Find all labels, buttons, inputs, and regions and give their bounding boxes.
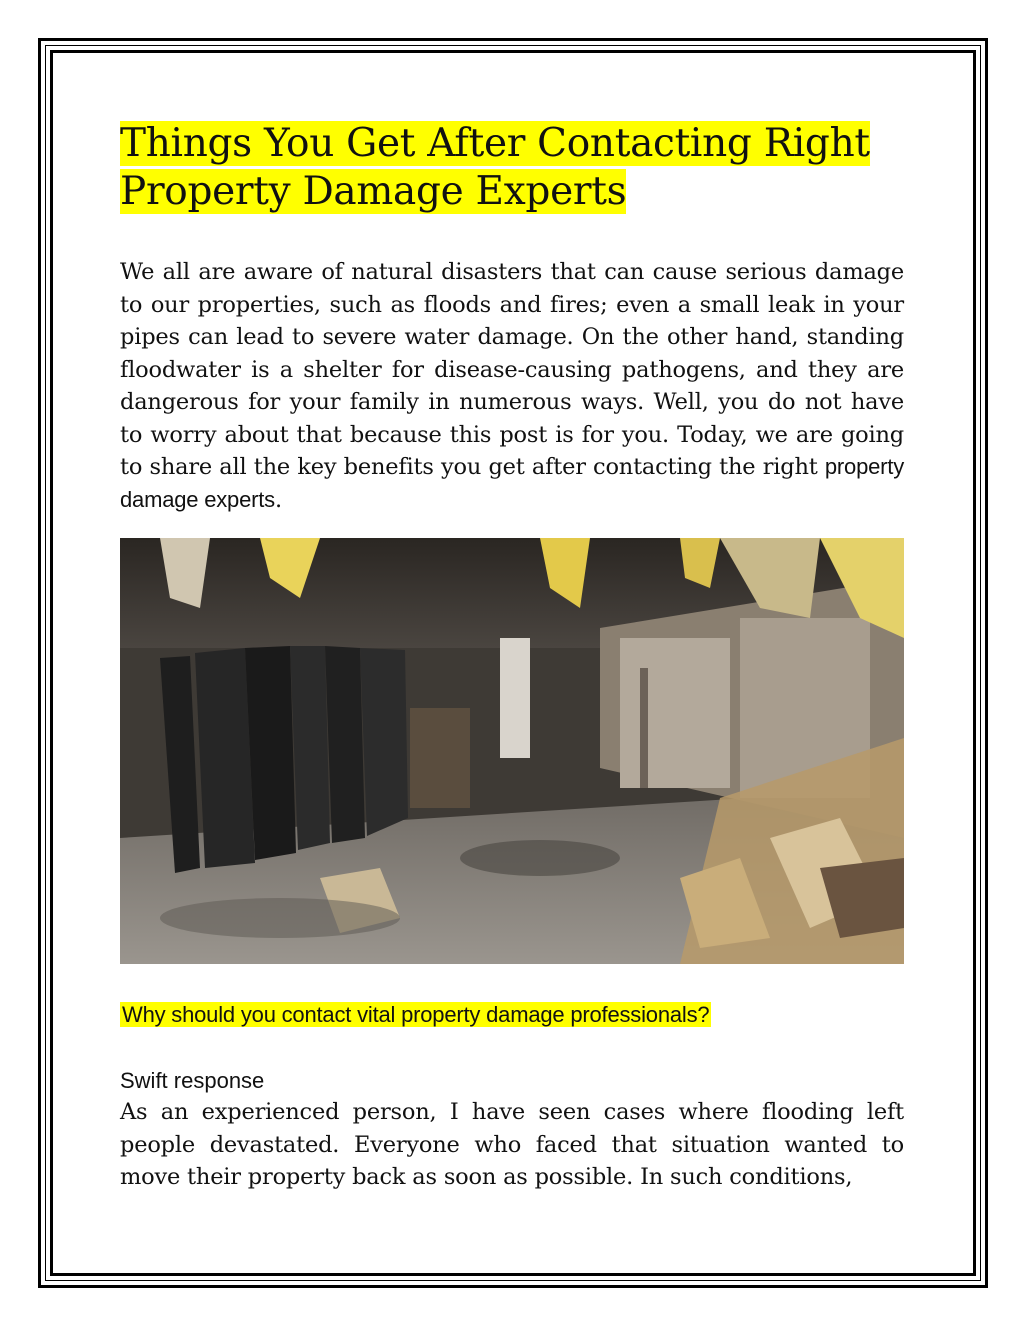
swift-response-heading: Swift response bbox=[120, 1068, 265, 1093]
document-title bbox=[120, 120, 904, 216]
property-damage-experts-link[interactable]: property damage experts bbox=[120, 454, 904, 512]
intro-text: We all are aware of natural disasters that can cause serious damage to our properties, such as floods and fires; even a small leak in your pipes can lead to severe water damage. On the other hand, standing floodwater is a shelter for disease-causing pathogens, and they are dangerous for your family in numerous ways. Well, you do not have to worry about that because this post is for you. Today, we are going to share all the key benefits you get after contacting the right bbox=[120, 259, 904, 480]
swift-response-paragraph: As an experienced person, I have seen cases where flooding left people devastated. Everyone who faced that situation wanted to move their property back as soon as possible. In such conditions, bbox=[120, 1099, 904, 1190]
intro-end: . bbox=[274, 486, 282, 513]
intro-paragraph bbox=[120, 256, 904, 516]
section-subheading bbox=[120, 998, 711, 1032]
title-line-1: Things You Get After Contacting Right bbox=[120, 121, 870, 166]
document-body bbox=[120, 120, 904, 539]
title-line-2: Property Damage Experts bbox=[120, 169, 627, 214]
subheading-text: Why should you contact vital property damage professionals? bbox=[122, 1002, 710, 1027]
fire-damaged-room-photo bbox=[120, 538, 904, 964]
photo-illustration bbox=[120, 538, 904, 964]
